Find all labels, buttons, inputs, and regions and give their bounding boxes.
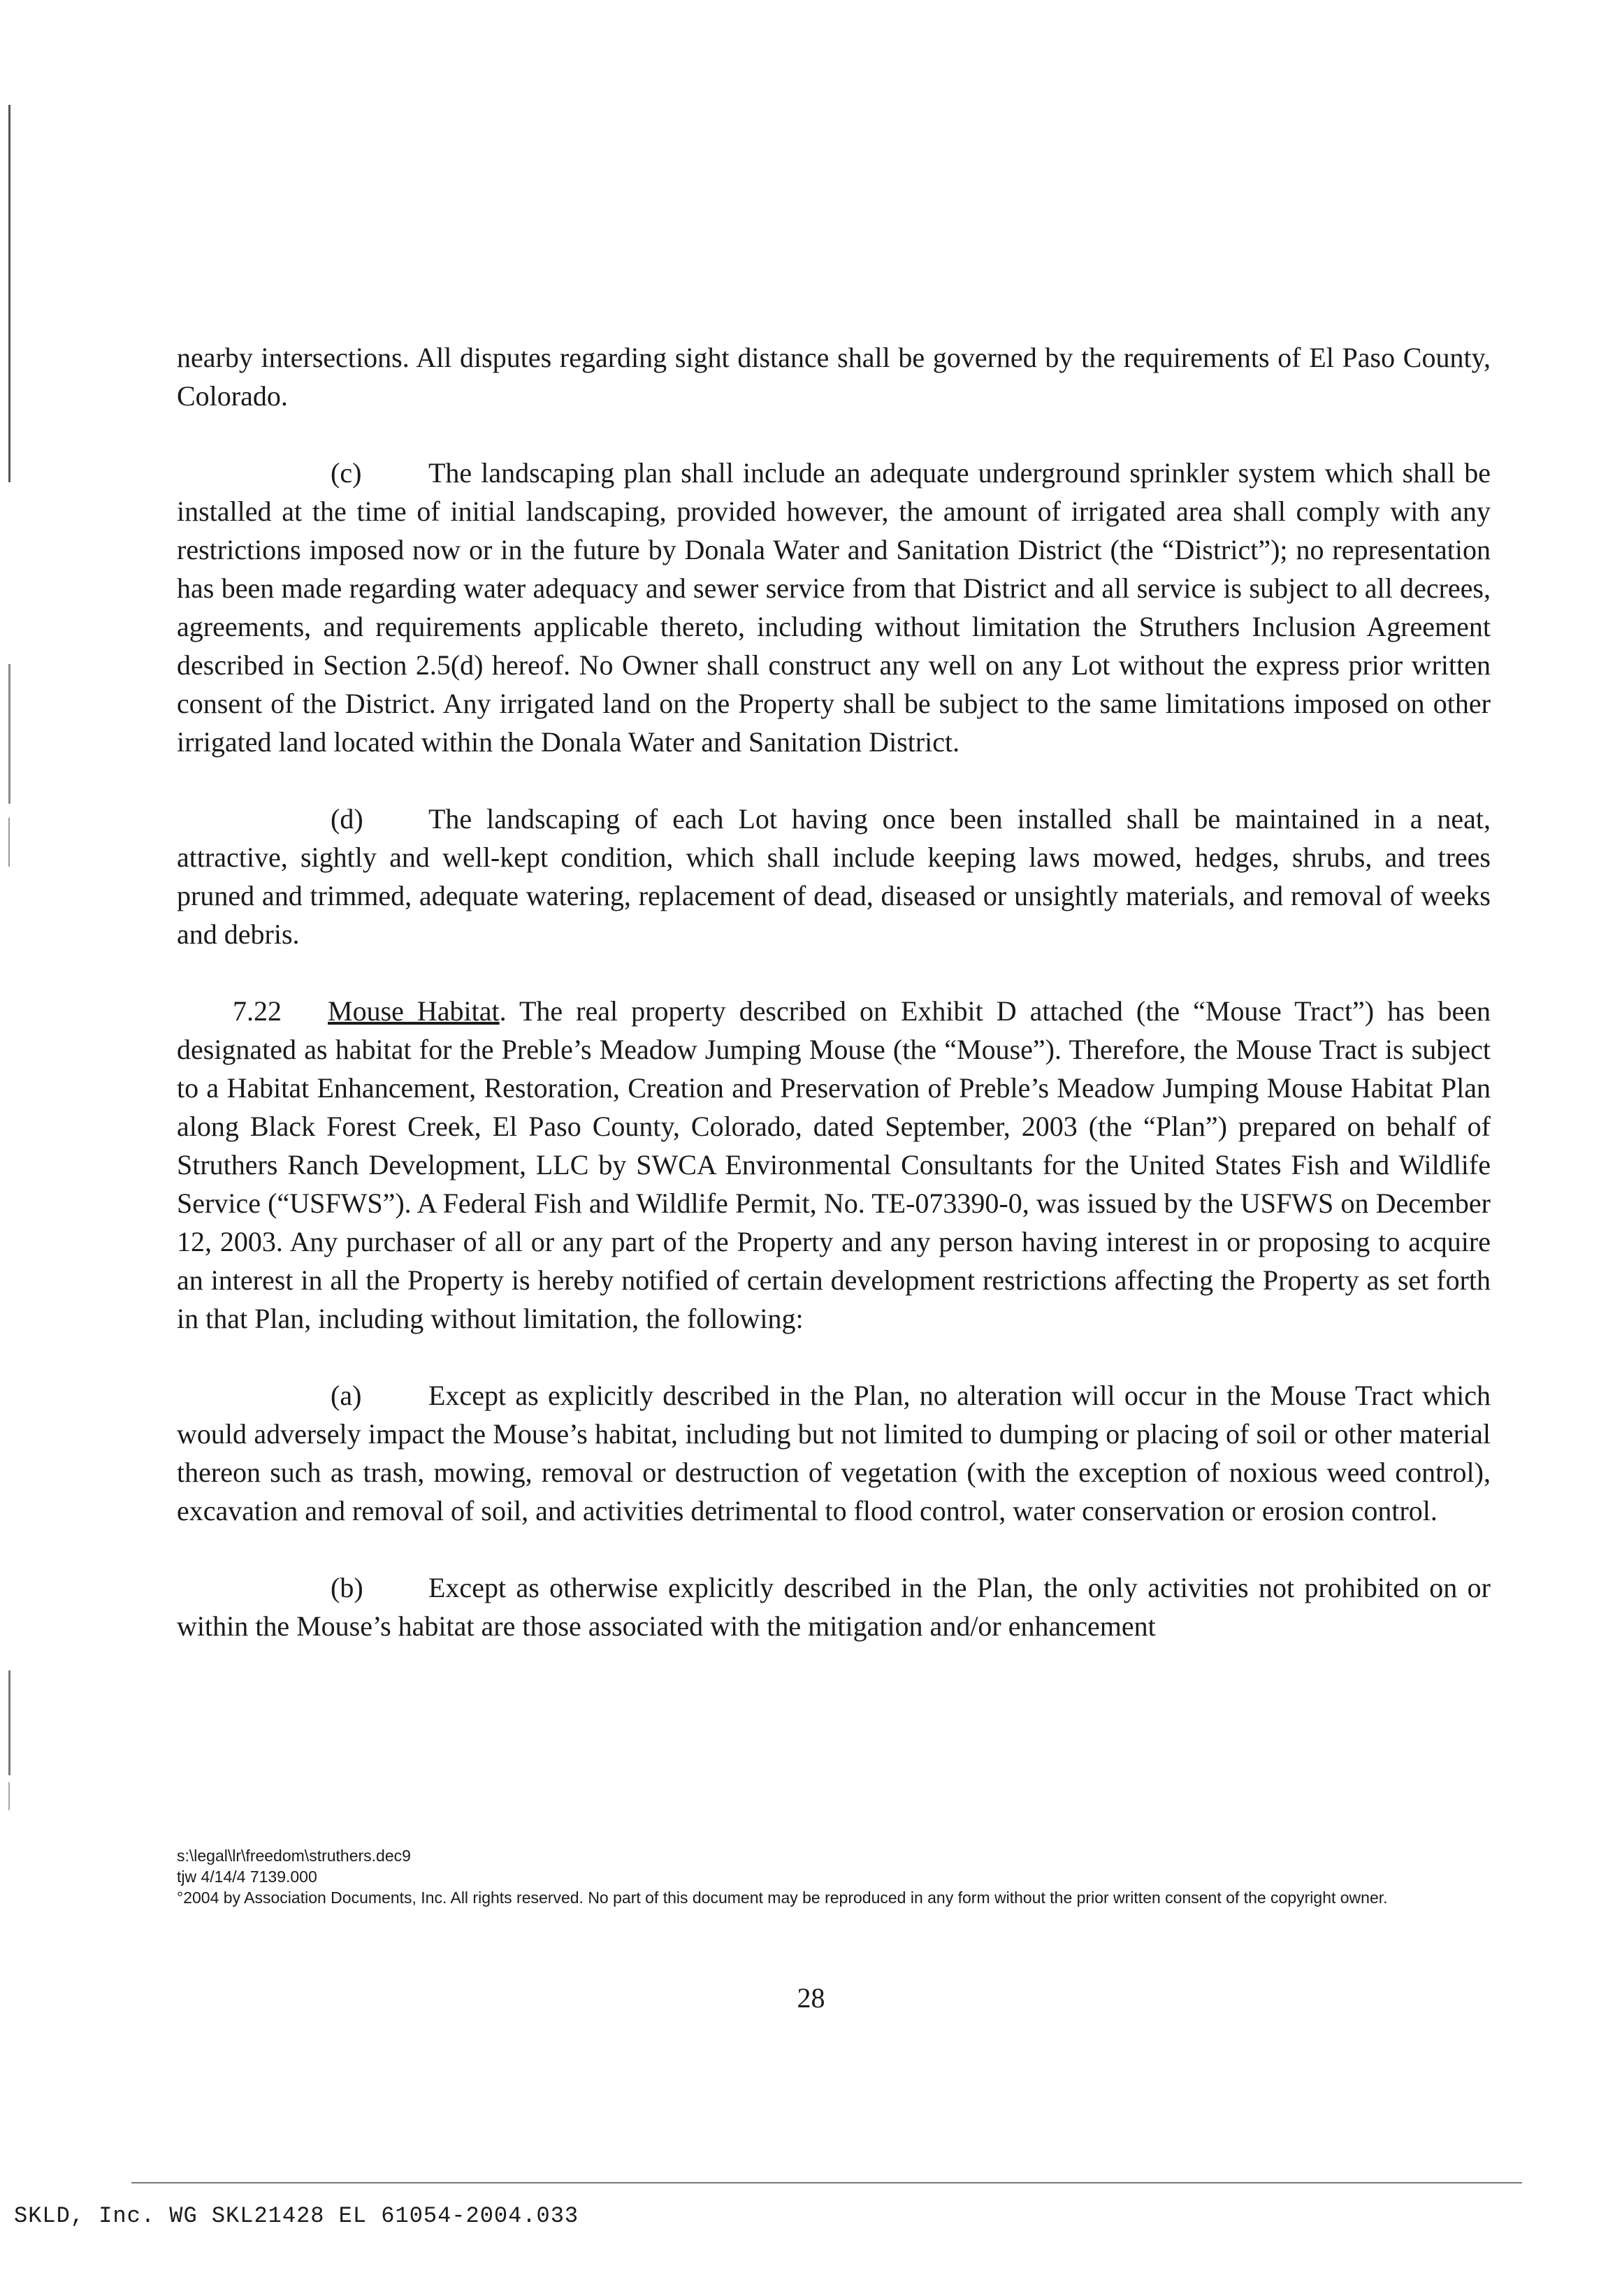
continuation-paragraph: nearby intersections. All disputes regarding sight distance shall be governed by the requirements of El Paso County, Colorado.: [177, 342, 1491, 412]
paragraph-b: [177, 1568, 1491, 1645]
copyright-notice: °2004 by Association Documents, Inc. All rights reserved. No part of this document may be reproduced in any form without the prior written consent of the copyright owner.: [177, 1889, 1388, 1907]
document-body: [177, 338, 1491, 1684]
scan-edge-mark: [8, 1670, 10, 1775]
paragraph-label: (d): [331, 803, 363, 835]
paragraph-label: (c): [331, 457, 362, 489]
file-path: s:\legal\lr\freedom\struthers.dec9: [177, 1847, 411, 1865]
page-number: 28: [797, 1982, 825, 2014]
paragraph-label: (a): [331, 1380, 362, 1411]
paragraph-text: The landscaping of each Lot having once been installed shall be maintained in a neat, attractive, sightly and well-kept condition, which shall include keeping laws mowed, hedges, shrubs, and trees pruned and trimmed, adequate watering, replacement of dead, diseased or unsightly materials, and removal of weeks and debris.: [177, 803, 1491, 950]
scan-edge-mark: [8, 664, 10, 804]
paragraph-c: [177, 454, 1491, 761]
section-7-22: [177, 992, 1491, 1338]
bottom-rule: [131, 2182, 1522, 2183]
section-heading: Mouse Habitat: [328, 995, 500, 1027]
paragraph-label: (b): [331, 1572, 363, 1603]
scan-edge-mark: [8, 818, 10, 867]
section-text: . The real property described on Exhibit D attached (the “Mouse Tract”) has been designated as habitat for the Preble’s Meadow Jumping Mouse (the “Mouse”). Therefore, the Mouse Tract is subject to a Habitat Enhancement, Restoration, Creation and Preservation of Preble’s Meadow Jumping Mouse Habitat Plan along Black Forest Creek, El Paso County, Colorado, dated September, 2003 (the “Plan”) prepared on behalf of Struthers Ranch Development, LLC by SWCA Environmental Consultants for the United States Fish and Wildlife Service (“USFWS”). A Federal Fish and Wildlife Permit, No. TE-073390-0, was issued by the USFWS on December 12, 2003. Any purchaser of all or any part of the Property and any person having interest in or proposing to acquire an interest in all the Property is hereby notified of certain development restrictions affecting the Property as set forth in that Plan, including without limitation, the following:: [177, 995, 1491, 1334]
paragraph-text: The landscaping plan shall include an adequate underground sprinkler system which shall be installed at the time of initial landscaping, provided however, the amount of irrigated area shall comply with any restrictions imposed now or in the future by Donala Water and Sanitation District (the “District”); no representation has been made regarding water adequacy and sewer service from that District and all service is subject to all decrees, agreements, and requirements applicable thereto, including without limitation the Struthers Inclusion Agreement described in Section 2.5(d) hereof. No Owner shall construct any well on any Lot without the express prior written consent of the District. Any irrigated land on the Property shall be subject to the same limitations imposed on other irrigated land located within the Donala Water and Sanitation District.: [177, 457, 1491, 758]
scan-edge-mark: [8, 1782, 10, 1810]
paragraph-d: [177, 800, 1491, 953]
section-number: 7.22: [233, 995, 282, 1027]
initials-date: tjw 4/14/4 7139.000: [177, 1868, 317, 1886]
paragraph-text: Except as explicitly described in the Plan, no alteration will occur in the Mouse Tract which would adversely impact the Mouse’s habitat, including but not limited to dumping or placing of soil or other material thereon such as trash, mowing, removal or destruction of vegetation (with the exception of noxious weed control), excavation and removal of soil, and activities detrimental to flood control, water conservation or erosion control.: [177, 1380, 1491, 1526]
document-id: SKLD, Inc. WG SKL21428 EL 61054-2004.033: [14, 2203, 579, 2229]
footer-meta: [177, 1845, 1491, 1908]
paragraph-text: Except as otherwise explicitly described in the Plan, the only activities not prohibited on or within the Mouse’s habitat are those associated with the mitigation and/or enhancement: [177, 1572, 1491, 1642]
scan-edge-mark: [8, 105, 10, 482]
paragraph-a: [177, 1376, 1491, 1530]
